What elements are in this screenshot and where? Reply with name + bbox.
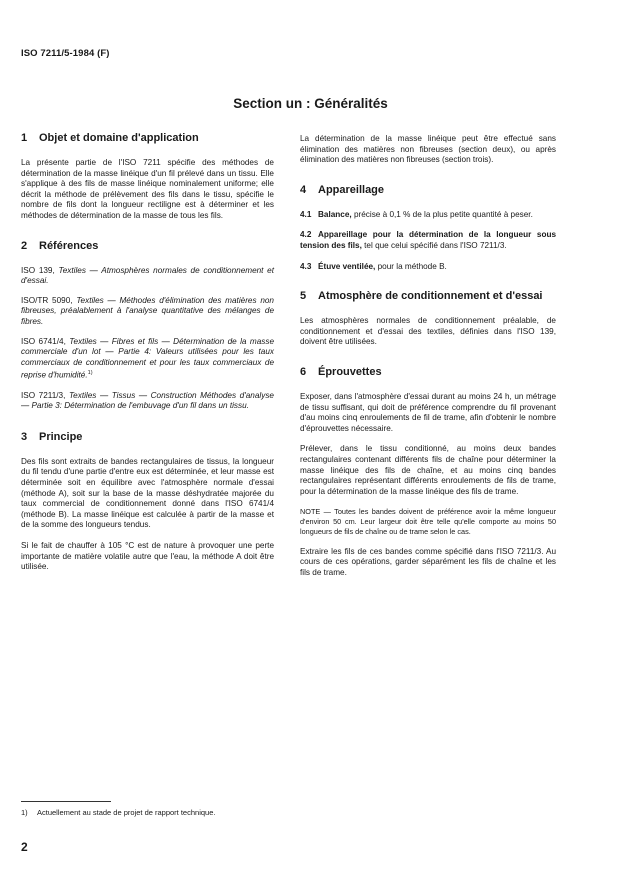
subclause-4-3: 4.3 Étuve ventilée, pour la méthode B. xyxy=(300,261,447,271)
subclause-4-2: 4.2 Appareillage pour la détermination de la longueur sous tension des fils, tel que celui spécifié dans l'ISO 7211/3. xyxy=(300,230,556,250)
heading-atmosphere: 5 Atmosphère de conditionnement et d'essai xyxy=(300,290,543,303)
intro-paragraph: La détermination de la masse linéique peut être effectué sans élimination des matières non fibreuses (section deux), ou après élimination des matières non fibreuses (section trois). xyxy=(300,134,556,165)
note: NOTE — Toutes les bandes doivent de préférence avoir la même longueur d'environ 50 cm. Leur largeur doit être telle qu'elle comporte au moins 50 longueurs de fils de chaîne ou de trame selon le cas. xyxy=(300,507,556,536)
reference-item: ISO/TR 5090, Textiles — Méthodes d'élimination des matières non fibreuses, préalablement à l'analyse quantitative des mélanges de fibres. xyxy=(21,295,274,326)
footnote-mark: 1) xyxy=(21,808,28,817)
heading-objet: 1 Objet et domaine d'application xyxy=(21,132,199,144)
footnote xyxy=(21,808,215,817)
eprouvettes-paragraph: Extraire les fils de ces bandes comme spécifié dans l'ISO 7211/3. Au cours de ces opérations, garder séparément les fils de chaîne et les fils de trame. xyxy=(300,546,556,577)
principe-paragraph: Si le fait de chauffer à 105 °C est de nature à provoquer une perte importante de matière volatile autre que l'eau, la méthode A doit être utilisée. xyxy=(21,540,274,572)
section-title: Section un : Généralités xyxy=(233,96,388,111)
heading-appareillage: 4 Appareillage xyxy=(300,183,385,196)
right-column xyxy=(300,134,556,578)
heading-eprouvettes: 6 Éprouvettes xyxy=(300,365,382,378)
document-header: ISO 7211/5-1984 (F) xyxy=(21,48,110,59)
reference-item: ISO 7211/3, Textiles — Tissus — Construction Méthodes d'analyse — Partie 3: Détermination de l'embuvage d'un fil dans un tissu. xyxy=(21,390,274,411)
eprouvettes-paragraph: Exposer, dans l'atmosphère d'essai durant au moins 24 h, un métrage de tissu suffisant, qui doit de préférence comprendre du fil provenant d'au moins cinq enroulements de fil de trame, afin d'obtenir le nombre d'éprouvettes nécessaire. xyxy=(300,391,556,433)
heading-principe: 3 Principe xyxy=(21,430,83,443)
footnote-ref: 1) xyxy=(87,370,93,377)
footnote-divider xyxy=(21,801,111,802)
reference-item: ISO 6741/4, Textiles — Fibres et fils — Détermination de la masse commerciale d'un lot — Partie 4: Valeurs utilisées pour les taux commerciaux de conditionnement et pour les taux commerciaux de reprise d'humidité.$^{1)}$ xyxy=(21,336,274,381)
objet-paragraph: La présente partie de l'ISO 7211 spécifie des méthodes de détermination de la masse linéique d'un fil prélevé dans un tissu. Elle s'applique à des fils de masse linéique nominalement uniforme; elle décrit la méthode de prélèvement des fils dans le tissu, spécifie le nombre de fils dont la longueur rectiligne est à déterminer et les méthodes de détermination de la masse de tous les fils. xyxy=(21,158,274,220)
atmosphere-paragraph: Les atmosphères normales de conditionnement préalable, de conditionnement et d'essai des textiles, définies dans l'ISO 139, doivent être utilisées. xyxy=(300,316,556,347)
heading-references: 2 Références xyxy=(21,239,99,252)
left-column xyxy=(21,132,274,573)
principe-paragraph: Des fils sont extraits de bandes rectangulaires de tissus, la longueur du fil tendu d'une partie d'entre eux est déterminée, et leur masse est déterminée soit en équilibre avec l'atmosphère normale d'essai (méthode A), soit sur la base de la masse déshydratée majorée du taux commercial de conditionnement donné dans l'ISO 6741/4 (méthode B). La masse linéique est calculée à partir de la masse et de la somme des longueurs tendus. xyxy=(21,456,274,530)
page-number: 2 xyxy=(21,840,28,854)
subclause-4-1: 4.1 Balance, précise à 0,1 % de la plus petite quantité à peser. xyxy=(300,209,533,219)
reference-item: ISO 139, Textiles — Atmosphères normales de conditionnement et d'essai. xyxy=(21,265,274,286)
footnote-text: Actuellement au stade de projet de rapport technique. xyxy=(37,808,216,817)
eprouvettes-paragraph: Prélever, dans le tissu conditionné, au moins deux bandes rectangulaires contenant différents fils de chaîne pour déterminer la masse linéique des fils de chaîne, et au moins cinq bandes rectangulaires représentant différents enroulements de fils de trame, pour la détermination de la masse linéique des fils de trame. xyxy=(300,444,556,496)
